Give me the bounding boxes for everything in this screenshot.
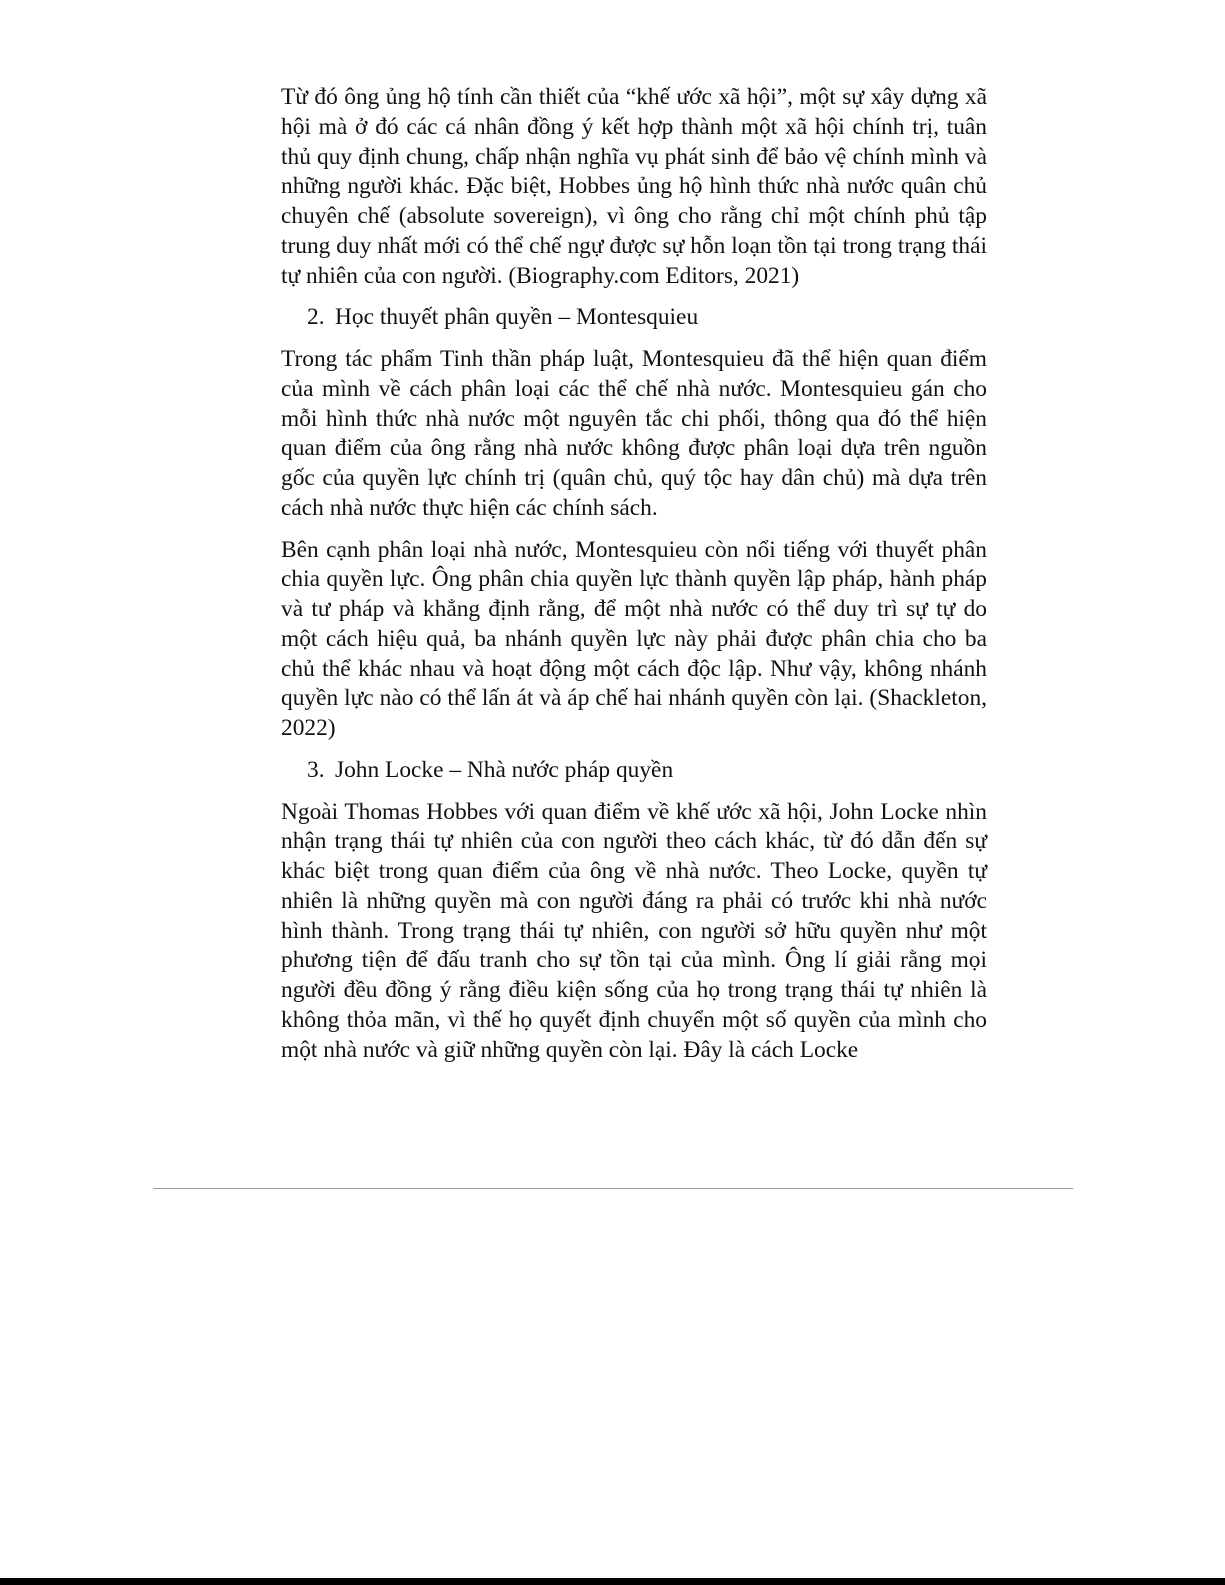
page-bottom-edge [0, 1578, 1225, 1585]
paragraph-montesquieu-classification: Trong tác phẩm Tinh thần pháp luật, Montesquieu đã thể hiện quan điểm của mình về cách phân loại các thể chế nhà nước. Montesquieu gán cho mỗi hình thức nhà nước một nguyên tắc chi phối, thông qua đó thể hiện quan điểm của ông rằng nhà nước không được phân loại dựa trên nguồn gốc của quyền lực chính trị (quân chủ, quý tộc hay dân chủ) mà dựa trên cách nhà nước thực hiện các chính sách. [281, 346, 987, 521]
section-title: John Locke – Nhà nước pháp quyền [335, 756, 674, 783]
paragraph-hobbes-social-contract: Từ đó ông ủng hộ tính cần thiết của “khế ước xã hội”, một sự xây dựng xã hội mà ở đó các cá nhân đồng ý kết hợp thành một xã hội chính trị, tuân thủ quy định chung, chấp nhận nghĩa vụ phát sinh để bảo vệ chính mình và những người khác. Đặc biệt, Hobbes ủng hộ hình thức nhà nước quân chủ chuyên chế (absolute sovereign), vì ông cho rằng chỉ một chính phủ tập trung duy nhất mới có thể chế ngự được sự hỗn loạn tồn tại trong trạng thái tự nhiên của con người. (Biography.com Editors, 2021) [281, 84, 987, 289]
paragraph-locke-natural-rights: Ngoài Thomas Hobbes với quan điểm về khế ước xã hội, John Locke nhìn nhận trạng thái tự nhiên của con người theo cách khác, từ đó dẫn đến sự khác biệt trong quan điểm của ông về nhà nước. Theo Locke, quyền tự nhiên là những quyền mà con người đáng ra phải có trước khi nhà nước hình thành. Trong trạng thái tự nhiên, con người sở hữu quyền như một phương tiện để đấu tranh cho sự tồn tại của mình. Ông lí giải rằng mọi người đều đồng ý rằng điều kiện sống của họ trong trạng thái tự nhiên là không thỏa mãn, vì thế họ quyết định chuyển một số quyền của mình cho một nhà nước và giữ những quyền còn lại. Đây là cách Locke [281, 798, 987, 1063]
paragraph-montesquieu-separation-of-powers: Bên cạnh phân loại nhà nước, Montesquieu còn nổi tiếng với thuyết phân chia quyền lực. Ông phân chia quyền lực thành quyền lập pháp, hành pháp và tư pháp và khẳng định rằng, để một nhà nước có thể duy trì sự tự do một cách hiệu quả, ba nhánh quyền lực này phải được phân chia cho ba chủ thể khác nhau và hoạt động một cách độc lập. Như vậy, không nhánh quyền lực nào có thể lấn át và áp chế hai nhánh quyền còn lại. (Shackleton, 2022) [281, 536, 987, 741]
section-title: Học thuyết phân quyền – Montesquieu [335, 304, 699, 331]
section-heading-locke [281, 756, 987, 786]
section-number: 3. [307, 756, 325, 783]
section-heading-montesquieu [281, 303, 987, 333]
page-divider [153, 1188, 1073, 1189]
document-body [281, 83, 987, 1065]
section-number: 2. [307, 304, 325, 331]
